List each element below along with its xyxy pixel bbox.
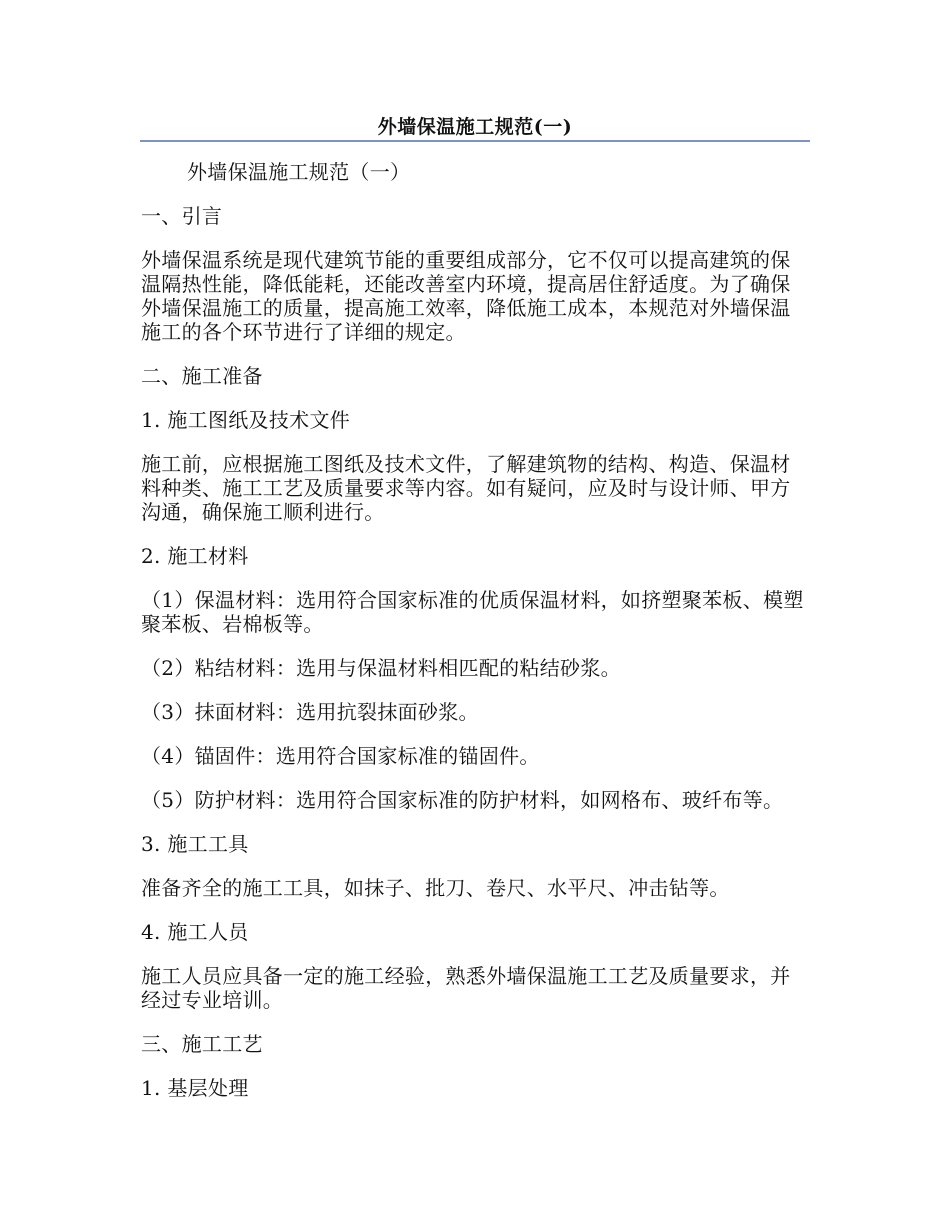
subheading-materials: 2. 施工材料 [141, 544, 249, 568]
material-item-anchor: （4）锚固件：选用符合国家标准的锚固件。 [141, 744, 540, 768]
subheading-tools: 3. 施工工具 [141, 832, 249, 856]
material-item-adhesive: （2）粘结材料：选用与保温材料相匹配的粘结砂浆。 [141, 656, 621, 680]
page-header [140, 108, 810, 142]
material-item-insulation: （1）保温材料：选用符合国家标准的优质保温材料，如挤塑聚苯板、模塑聚苯板、岩棉板等。 [141, 588, 804, 636]
tools-paragraph: 准备齐全的施工工具，如抹子、批刀、卷尺、水平尺、冲击钻等。 [141, 876, 730, 900]
section-heading-process: 三、施工工艺 [141, 1032, 263, 1056]
header-title: 外墙保温施工规范(一) [377, 116, 573, 138]
material-item-protection: （5）防护材料：选用符合国家标准的防护材料，如网格布、玻纤布等。 [141, 788, 784, 812]
drawings-paragraph: 施工前，应根据施工图纸及技术文件，了解建筑物的结构、构造、保温材料种类、施工工艺及质量要求等内容。如有疑问，应及时与设计师、甲方沟通，确保施工顺利进行。 [141, 452, 791, 524]
subheading-personnel: 4. 施工人员 [141, 920, 249, 944]
section-heading-preparation: 二、施工准备 [141, 364, 263, 388]
document-subtitle: 外墙保温施工规范（一） [187, 160, 411, 184]
subheading-drawings: 1. 施工图纸及技术文件 [141, 408, 351, 432]
personnel-paragraph: 施工人员应具备一定的施工经验，熟悉外墙保温施工工艺及质量要求，并经过专业培训。 [141, 964, 791, 1012]
section-heading-introduction: 一、引言 [141, 204, 223, 228]
material-item-plaster: （3）抹面材料：选用抗裂抹面砂浆。 [141, 700, 479, 724]
subheading-base-treatment: 1. 基层处理 [141, 1076, 249, 1100]
document-body [141, 160, 809, 1120]
introduction-paragraph: 外墙保温系统是现代建筑节能的重要组成部分，它不仅可以提高建筑的保温隔热性能，降低能耗，还能改善室内环境，提高居住舒适度。为了确保外墙保温施工的质量，提高施工效率，降低施工成本，本规范对外墙保温施工的各个环节进行了详细的规定。 [141, 248, 791, 344]
